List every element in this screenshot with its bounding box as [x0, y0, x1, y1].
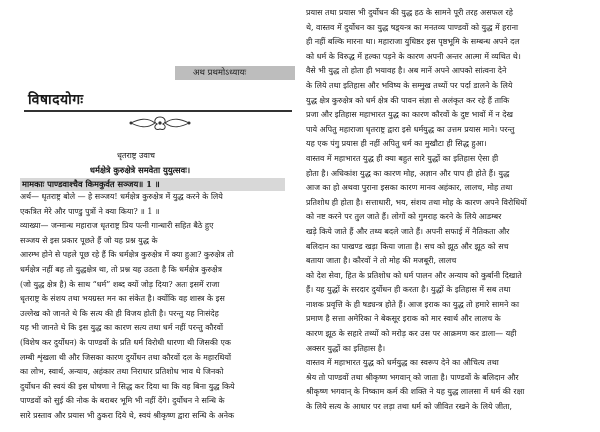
chapter-title: विषादयोगः — [28, 92, 84, 108]
shloka-line-2: मामकाः पाण्डवाश्चैव किमकुर्वत सञ्जय॥ 1 ॥ — [22, 179, 160, 189]
text-line: वैसे भी युद्ध तो होता ही भयावह है। अब मानें अपने आपको सांत्वना देने — [306, 66, 507, 76]
text-line: बलिदान का पाखण्ड खड़ा किया जाता है। सच को झूठ और झूठ को सच — [306, 241, 509, 251]
text-line: को धर्म के विरुद्ध में हल्का पड़ने के कारण अपनी अन्तर आत्मा में व्यथित थे। — [306, 51, 521, 61]
text-line: के लिये सत्य के आधार पर लड़ा तथा धर्म को जीवित रखने के लिये जीता, — [306, 402, 513, 412]
ornament-icon — [125, 113, 195, 133]
text-line: ही नहीं बल्कि मारना था। महाराजा युधिष्ठर इस पृष्ठभूमि के सम्बन्ध अपने दल — [306, 37, 520, 47]
text-line: प्रतिशोध ही होता है। सत्ताधारी, भय, संशय तथा मोह के कारण अपने विरोधियों — [306, 197, 527, 207]
text-line: प्रमाण है सत्ता अमेरिका ने बेकसूर इराक को मार स्वार्थ और लालच के — [306, 314, 501, 324]
text-line: अर्थ— धृतराष्ट्र बोले — हे सञ्जय! धर्मक्षेत्र कुरुक्षेत्र में युद्ध करने के लिये — [20, 192, 223, 201]
text-line: सारे प्रस्ताव और प्रयास भी ठुकरा दिये थे, स्वयं श्रीकृष्ण द्वारा सन्धि के अनेक — [20, 410, 235, 420]
text-line: यह भी जानते थे कि इस युद्ध का कारण सत्य तथा धर्म नहीं परन्तु कौरवों — [20, 323, 223, 333]
shloka-line-1: धर्मक्षेत्रे कुरुक्षेत्रे समवेता युयुत्सवः। — [89, 165, 191, 175]
text-line: (विशेष कर दुर्योधन) के पाण्डवों के प्रति धर्म विरोधी धारणा थी जिसकी एक — [20, 337, 231, 347]
text-line: खड़े किये जाते हैं और तथ्य बदले जाते हैं। अपनी सफाई में नैतिकता और — [306, 226, 510, 236]
left-column-text — [20, 190, 286, 424]
text-line: बताया जाता है। कौरवों ने तो मोह की मजबूरी, लालच — [306, 256, 457, 266]
text-line: को नष्ट करने पर तुल जाते हैं। लोगों को गुमराह करने के लिये आडम्बर — [306, 212, 502, 222]
text-line: एकत्रित मेरे और पाण्डु पुत्रों ने क्या किया? ॥ 1 ॥ — [20, 206, 160, 216]
text-line: प्रजा और इतिहास महाभारत युद्ध का कारण कौरवों के दुष्ट भावों में न देख — [306, 110, 513, 120]
chapter-label: अथ प्रथमोऽध्यायः — [193, 68, 247, 78]
speaker-label: धृतराष्ट्र उवाच — [116, 151, 156, 160]
text-line: श्रेय तो पाण्डवों तथा श्रीकृष्ण भगवान् को जाता है। पाण्डवों के बलिदान और — [306, 372, 519, 382]
text-line: (जो युद्ध क्षेत्र है) के साथ “धर्म” शब्द क्यों जोड़ दिया? अतः इसमें राजा — [20, 279, 220, 289]
chapter-label-bar — [175, 66, 295, 80]
text-line: पाये अपितु महाराजा धृतराष्ट्र द्वारा इसे धर्मयुद्ध का उत्तम प्रयास माने। परन्तु — [306, 124, 515, 134]
text-line: थे, वास्तव में दुर्योधन का युद्ध षड़्यन्त्र का मनतव्य पाण्डवों को युद्ध में हराना — [306, 22, 519, 32]
text-line: वास्तव में महाभारत युद्ध को धर्मयुद्ध का स्वरूप देने का औचित्य तथा — [306, 358, 499, 368]
text-line: श्रीकृष्ण भगवान् के निष्काम कर्म की शक्ति ने यह युद्ध लालसा में धर्म की रक्षा — [306, 387, 525, 397]
text-line: हैं। यह युद्धों के सरदार दुर्योधन ही करता है। युद्धों के इतिहास में सब तथा — [306, 285, 511, 295]
title-rule — [24, 110, 292, 112]
text-line: धृतराष्ट्र के संशय तथा भयग्रस्त मन का संकेत है। क्योंकि वह शास्त्र के इस — [20, 294, 225, 304]
text-line: युद्ध क्षेत्र कुरुक्षेत्र को धर्म क्षेत्र की पावन संज्ञा से अलंकृत कर रहे हैं ताकि — [306, 95, 510, 105]
text-line: लम्बी शृंखला थी और जिसका कारण दुर्योधन तथा कौरवों दल के महारथियों — [20, 352, 232, 362]
text-line: के लिये तथा इतिहास और भविष्य के सम्मुख तथ्यों पर पर्दा डालने के लिये — [306, 80, 513, 90]
text-line: आरम्भ होने से पहले पूछ रहे हैं कि धर्मक्षेत्र कुरुक्षेत्र में क्या हुआ? कुरुक्षेत्र तो — [20, 250, 234, 260]
text-line: पाण्डवों को सुई की नोक के बराबर भूमि भी नहीं देंगे। दुर्योधन ने सन्धि के — [20, 396, 225, 406]
right-column-text — [306, 6, 584, 415]
text-line: आज का हो अथवा पुराना इसका कारण मानव अहंकार, लालच, मोह तथा — [306, 183, 513, 193]
text-line: उल्लेख को जानते थे कि सत्य की ही विजय होती है। परन्तु यह निःसंदेह — [20, 308, 219, 318]
text-line: व्याख्या— जन्मान्ध महाराज धृतराष्ट्र प्रिय पत्नी गान्धारी सहित बैठे हुए — [20, 221, 214, 231]
text-line: नाशक प्रवृत्ति के ही षड्यन्त्र होते हैं। आज इराक का युद्ध तो हमारे सामने का — [306, 299, 520, 309]
text-line: का लोभ, स्वार्थ, अन्याय, अहंकार तथा निराधार प्रतिशोध भाव थे जिनको — [20, 367, 224, 377]
text-line: वास्तव में महाभारत युद्ध ही क्या बहुत सारे युद्धों का इतिहास ऐसा ही — [306, 153, 499, 163]
text-line: दुर्योधन की स्वयं की इस घोषणा ने सिद्ध कर दिया था कि वह बिना युद्ध किये — [20, 381, 235, 391]
text-line: धर्मक्षेत्र नहीं बह तो युद्धक्षेत्र था, तो प्रश्न यह उठता है कि धर्मक्षेत्र कुरुक्षेत्र — [20, 264, 223, 274]
text-line: प्रयास तथा प्रयास भी दुर्योधन की युद्ध हठ के सामने पूरी तरह असफल रहे — [306, 8, 513, 17]
text-line: सञ्जय से इस प्रकार पूछते हैं जो यह प्रश्न युद्ध के — [20, 235, 158, 245]
text-line: यह एक पंगु प्रयास ही नहीं अपितु धर्म का मुखौटा ही सिद्ध हुआ। — [306, 139, 487, 149]
text-line: को देश सेवा, हित के प्रतिशोध को धर्म पालन और अन्याय को कुर्बानी दिखाते — [306, 270, 522, 280]
text-line: कारण झूठ के सहारे तथ्यों को मरोड़ कर उस पर आक्रमण कर डाला— यही — [306, 329, 517, 339]
text-line: होता है। अधिकांश युद्ध का कारण मोह, अज्ञान और पाप ही होते हैं। युद्ध — [306, 168, 510, 178]
text-line: अक्सर युद्धों का इतिहास है। — [306, 343, 386, 353]
